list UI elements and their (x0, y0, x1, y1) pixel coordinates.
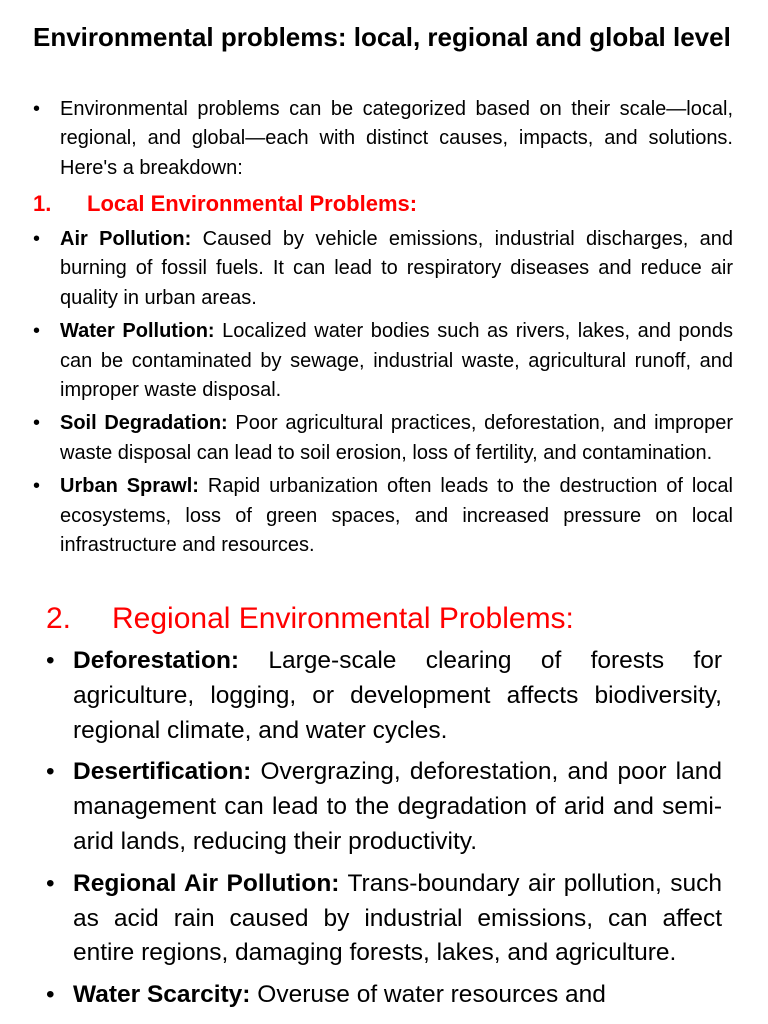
item-term: Air Pollution: (60, 228, 192, 250)
list-item (33, 225, 733, 313)
item-term: Regional Air Pollution: (73, 869, 340, 897)
bullet-icon: • (46, 869, 55, 897)
bullet-icon: • (46, 647, 55, 674)
regional-problems-list (46, 644, 722, 1020)
section-heading-regional (46, 599, 574, 639)
bullet-icon: • (33, 475, 41, 498)
page-title: Environmental problems: local, regional and global level (33, 22, 731, 52)
item-term: Soil Degradation: (60, 412, 228, 435)
list-item (33, 472, 733, 560)
list-item (46, 644, 722, 748)
item-text: Localized water bodies such as rivers, lakes, and ponds can be contaminated by sewage, industrial waste, agricultural runoff, and improper waste disposal. (60, 320, 734, 402)
section-heading-text: Local Environmental Problems: (87, 191, 418, 216)
intro-list (33, 95, 733, 187)
section-heading-text: Regional Environmental Problems: (112, 602, 574, 635)
item-text: Caused by vehicle emissions, industrial discharges, and burning of fossil fuels. It can lead to respiratory diseases and reduce air quality in urban areas. (60, 228, 733, 309)
item-text: Trans-boundary air pollution, such as acid rain caused by industrial emissions, can affect entire regions, damaging forests, lakes, and agriculture. (73, 869, 722, 967)
list-item (46, 978, 722, 1013)
item-term: Water Pollution: (60, 320, 215, 343)
item-term: Water Scarcity: (73, 981, 251, 1009)
list-item (33, 317, 733, 405)
intro-text: Environmental problems can be categorized based on their scale—local, regional, and global—each with distinct causes, impacts, and solutions. Here's a breakdown: (60, 98, 733, 179)
bullet-icon: • (33, 412, 41, 435)
item-term: Deforestation: (73, 647, 240, 674)
local-problems-list (33, 225, 733, 564)
bullet-icon: • (33, 98, 41, 120)
section-number: 2. (46, 602, 72, 635)
item-term: Urban Sprawl: (60, 475, 199, 498)
section-number: 1. (33, 191, 52, 216)
intro-item (33, 95, 733, 183)
bullet-icon: • (33, 228, 41, 250)
list-item (33, 409, 733, 468)
item-text: Overuse of water resources and (257, 981, 606, 1009)
list-item (46, 867, 722, 971)
item-text: Rapid urbanization often leads to the destruction of local ecosystems, loss of green spaces, and increased pressure on local infrastructure and resources. (60, 475, 733, 557)
item-text: Large-scale clearing of forests for agriculture, logging, or development affects biodiversity, regional climate, and water cycles. (73, 647, 722, 744)
item-term: Desertification: (73, 758, 252, 786)
slide-regional-problems (0, 577, 768, 1024)
section-heading-local (33, 189, 417, 219)
item-text: Poor agricultural practices, deforestation, and improper waste disposal can lead to soil erosion, loss of fertility, and contamination. (60, 412, 733, 464)
bullet-icon: • (33, 320, 41, 343)
item-text: Overgrazing, deforestation, and poor land management can lead to the degradation of arid and semi-arid lands, reducing their productivity. (73, 758, 722, 855)
bullet-icon: • (46, 981, 55, 1009)
bullet-icon: • (46, 758, 55, 786)
list-item (46, 755, 722, 859)
